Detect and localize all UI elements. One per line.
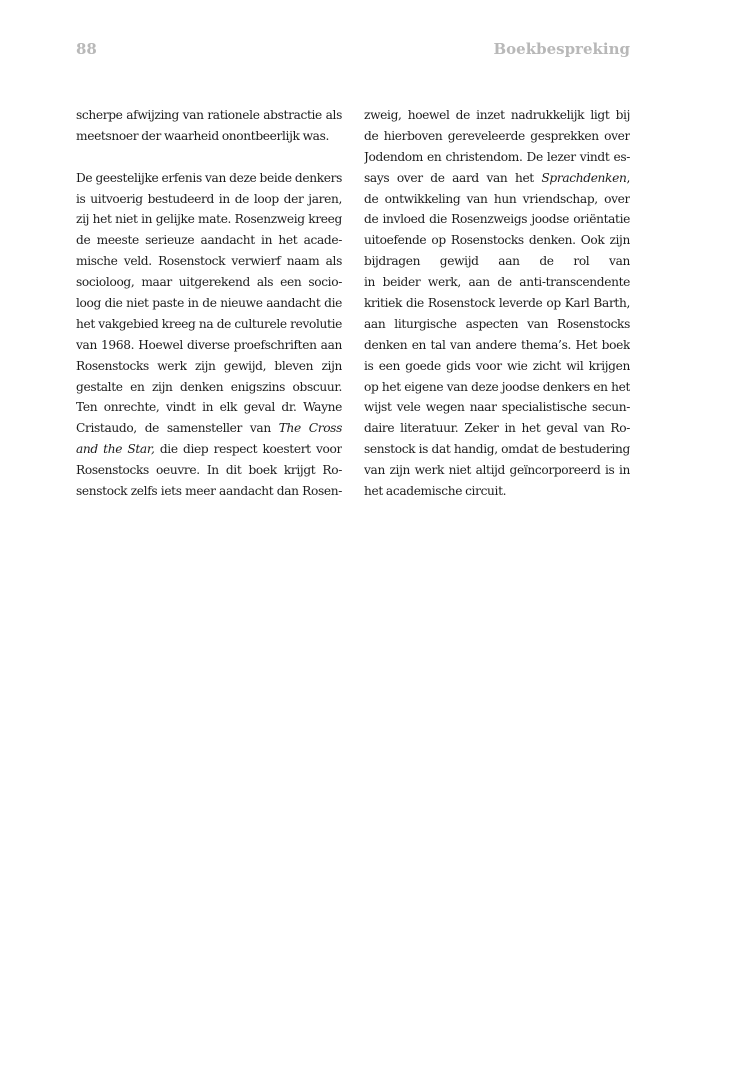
text-line-with-term [364,168,630,189]
text-line: gestalte en zijn denken enigszins obscuur. [76,379,342,394]
text-line: meetsnoer der waarheid onontbeerlijk was. [76,128,330,143]
text-line: in beider werk, aan de anti-transcendente [364,275,630,290]
text-line: de meeste serieuze aandacht in het acade- [76,233,342,248]
text-line: de invloed die Rosenzweigs joodse oriëntatie [364,212,630,227]
text-line: Rosenstocks oeuvre. In dit boek krijgt Ro- [76,463,342,478]
text-fragment: die diep respect koestert voor [159,442,342,457]
text-line-with-title [76,418,342,439]
text-line: denken en tal van andere thema’s. Het boek [364,337,630,352]
page-number: 88 [76,40,97,58]
text-line: kritiek die Rosenstock leverde op Karl Barth, [364,296,630,311]
left-column [76,105,342,502]
text-line: socioloog, maar uitgerekend als een socio- [76,275,342,290]
text-line: bijdragen gewijd aan de rol van [364,254,630,269]
text-line: zij het niet in gelijke mate. Rosenzweig kreeg [76,212,342,227]
text-line: is uitvoerig bestudeerd in de loop der jaren, [76,191,342,206]
text-fragment: Cristaudo, de samensteller van [76,421,271,436]
italic-term: Sprachdenken [541,170,627,185]
text-fragment: says over de aard van het [364,170,534,185]
text-line: loog die niet paste in de nieuwe aandacht die [76,296,342,311]
running-header [76,40,630,64]
text-line: daire literatuur. Zeker in het geval van Ro- [364,421,630,436]
text-line: senstock zelfs iets meer aandacht dan Rosen- [76,484,342,499]
text-line: de hierboven gereveleerde gesprekken over [364,128,630,143]
text-line-with-title [76,439,342,460]
right-column [364,105,630,502]
text-line: zweig, hoewel de inzet nadrukkelijk ligt bij [364,108,630,122]
text-line: De geestelijke erfenis van deze beide denkers [76,170,342,185]
text-fragment: , [626,170,630,185]
section-title: Boekbespreking [493,40,630,58]
text-line: scherpe afwijzing van rationele abstractie als [76,108,342,122]
text-line: wijst vele wegen naar specialistische secun- [364,400,630,415]
book-title-part: The Cross [278,421,342,436]
text-line: mische veld. Rosenstock verwierf naam als [76,254,342,269]
book-title-part: and the Star, [76,442,155,457]
text-line: Ten onrechte, vindt in elk geval dr. Wayne [76,400,342,415]
text-line: de ontwikkeling van hun vriendschap, over [364,191,630,206]
text-line: op het eigene van deze joodse denkers en het [364,379,630,394]
text-line: het vakgebied kreeg na de culturele revolutie [76,316,342,331]
text-line: uitoefende op Rosenstocks denken. Ook zijn [364,233,630,248]
text-line: is een goede gids voor wie zicht wil krijgen [364,358,630,373]
text-line: het academische circuit. [364,484,507,499]
text-line: aan liturgische aspecten van Rosenstocks [364,316,630,331]
text-line: Jodendom en christendom. De lezer vindt es- [364,149,630,164]
paragraph-gap [76,147,342,168]
text-line: Rosenstocks werk zijn gewijd, bleven zijn [76,358,342,373]
text-line: van 1968. Hoewel diverse proefschriften aan [76,337,342,352]
text-line: van zijn werk niet altijd geïncorporeerd is in [364,463,630,478]
text-line: senstock is dat handig, omdat de bestudering [364,442,630,457]
